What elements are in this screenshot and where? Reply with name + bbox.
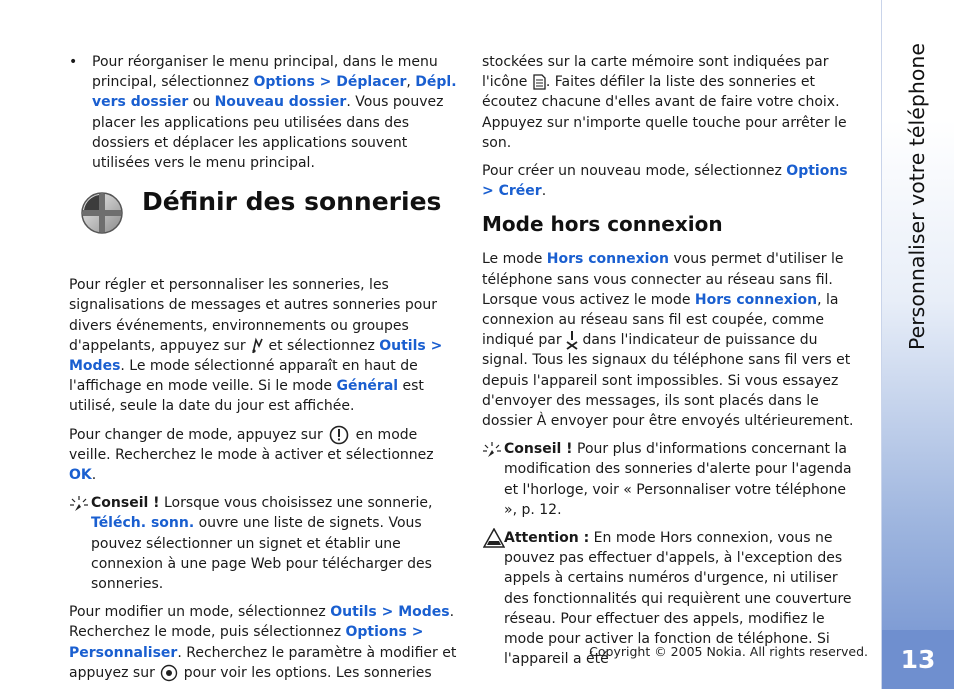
chapter-title: Personnaliser votre téléphone <box>905 43 929 350</box>
keyword-telech-sonn: Téléch. sonn. <box>91 515 195 532</box>
keyword-hors-connexion-2: Hors connexion <box>694 291 818 308</box>
keyword-options-deplacer: Options > Déplacer <box>253 74 407 91</box>
warning-label: Attention : <box>504 530 590 547</box>
tip-icon <box>69 495 89 513</box>
tip-block-right: Conseil ! Pour plus d'informations concernant la modification des sonneries d'alerte pour l'agenda et l'horloge, voir « Personnaliser votre téléphone », p. 12. <box>482 439 860 520</box>
paragraph-change-mode: Pour changer de mode, appuyez sur en mode veille. Recherchez le mode à activer et sélectionnez OK. <box>69 426 434 484</box>
section-title: Définir des sonneries <box>142 187 442 217</box>
keyword-general: Général <box>336 378 399 395</box>
ringtone-mode-icon <box>80 191 124 235</box>
paragraph-modify-mode: Pour modifier un mode, sélectionnez Outils > Modes. Recherchez le mode, puis sélectionnez Options > Personnaliser. Recherchez le paramètre à modifier et appuyez sur pour voir les options. Les sonneries <box>69 604 457 681</box>
keyword-ok: OK <box>69 467 92 484</box>
keyword-options-personnaliser: Options > Personnaliser <box>69 624 424 661</box>
right-column <box>482 52 860 677</box>
keyword-hors-connexion: Hors connexion <box>546 251 669 268</box>
bullet-item-reorganize: • Pour réorganiser le menu principal, dans le menu principal, sélectionnez Options > Déplacer, Dépl. vers dossier ou Nouveau dossier. Vous pouvez placer les applications peu utilisées dans des dossiers et déplacer les applications souvent utilisées vers le menu principal. <box>69 54 457 172</box>
warning-icon <box>483 528 505 548</box>
left-column <box>69 52 461 691</box>
keyword-depl-vers-dossier: Dépl. vers dossier <box>92 74 457 111</box>
copyright-footer: Copyright © 2005 Nokia. All rights reserved. <box>589 644 868 659</box>
paragraph-offline: Le mode Hors connexion vous permet d'utiliser le téléphone sans vous connecter au réseau sans fil. Lorsque vous activez le mode Hors connexion, la connexion au réseau sans fil est coupée, comme indiqué par dans l'indicateur de puissance du signal. Tous les signaux du téléphone sans fil vers et depuis l'appareil sont impossibles. Si vous essayez d'envoyer des messages, ils sont placés dans le dossier À envoyer pour être envoyés ultérieurement. <box>482 251 854 430</box>
menu-key-icon <box>250 337 264 355</box>
joystick-press-icon <box>159 664 179 682</box>
tip-icon <box>482 441 502 459</box>
paragraph-intro: Pour régler et personnaliser les sonneries, les signalisations de messages et autres sonneries pour divers événements, environnements ou groupes d'appelants, appuyez sur et sélectionnez Outils > Modes. Le mode sélectionné apparaît en haut de l'affichage en mode veille. Si le mode Général est utilisé, seule la date du jour est affichée. <box>69 277 443 415</box>
paragraph-create-mode: Pour créer un nouveau mode, sélectionnez Options > Créer. <box>482 163 848 200</box>
keyword-options-creer: Options > Créer <box>482 163 848 200</box>
power-key-icon <box>327 425 351 445</box>
tip-label: Conseil ! <box>504 441 573 458</box>
page-number: 13 <box>882 630 954 689</box>
keyword-outils-modes-2: Outils > Modes <box>330 604 450 621</box>
tip-block-left: Conseil ! Lorsque vous choisissez une sonnerie, Téléch. sonn. ouvre une liste de signets. Vous pouvez sélectionner un signet et établir une connexion à une page Web pour télécharger des sonneries. <box>69 493 461 594</box>
keyword-outils-modes: Outils > Modes <box>69 337 443 375</box>
keyword-nouveau-dossier: Nouveau dossier <box>214 94 347 111</box>
paragraph-memory-card: stockées sur la carte mémoire sont indiquées par l'icône . Faites défiler la liste des sonneries et écoutez chacune d'elles avant de faire votre choix. Appuyez sur n'importe quelle touche pour arrêter le son. <box>482 54 847 151</box>
offline-signal-icon <box>566 330 578 350</box>
tip-label: Conseil ! <box>91 495 160 512</box>
section-title-offline: Mode hors connexion <box>482 212 723 237</box>
warning-block: Attention : En mode Hors connexion, vous ne pouvez pas effectuer d'appels, à l'exception des appels à certains numéros d'urgence, ni utiliser des fonctionnalités qui requièrent une couverture réseau. Pour effectuer des appels, modifiez le mode pour activer la fonction de téléphone. Si l'appareil a été <box>482 528 860 669</box>
section-header-sonneries <box>69 177 461 267</box>
memory-card-icon <box>532 73 546 91</box>
bullet-marker: • <box>69 54 78 70</box>
